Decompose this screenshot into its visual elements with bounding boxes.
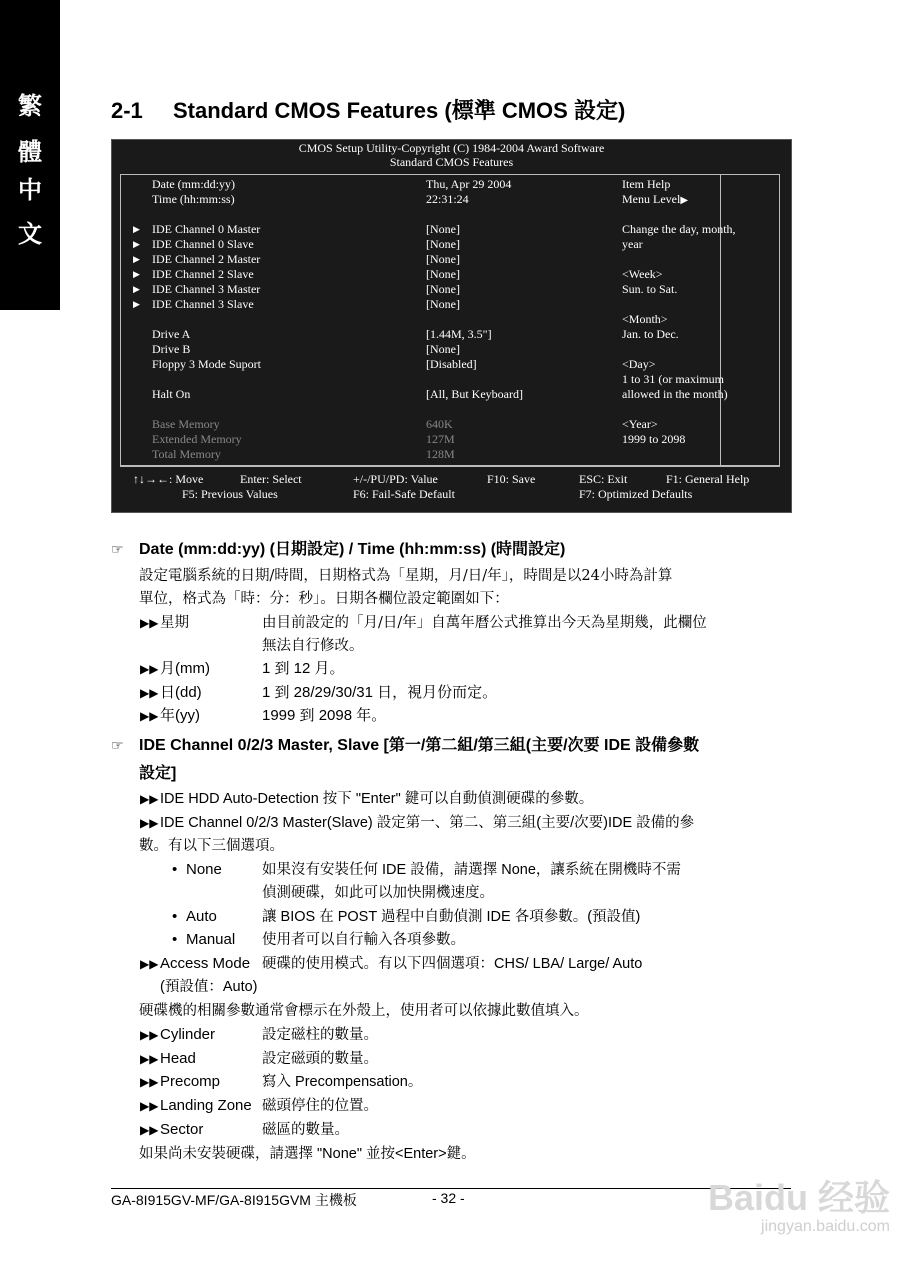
hand-pointer-icon: ☞ <box>111 737 124 753</box>
submenu-arrow-icon: ▶ <box>133 224 140 234</box>
help-text: <Day> <box>622 357 656 371</box>
item-label: 月(mm) <box>160 660 210 677</box>
section-number: 2-1 <box>111 98 143 123</box>
key-select: Enter: Select <box>240 472 302 486</box>
bios-row-value: 127M <box>426 432 455 446</box>
bios-row-value[interactable]: [None] <box>426 222 460 236</box>
param-text: 寫入 Precompensation。 <box>262 1074 423 1090</box>
baidu-watermark-logo: Baidu 经验 <box>707 1177 890 1218</box>
bios-row-label: Extended Memory <box>152 432 242 446</box>
double-arrow-icon: ▶▶ <box>140 1052 159 1066</box>
help-text: <Month> <box>622 312 668 326</box>
param-label: Landing Zone <box>160 1097 252 1114</box>
option-label: Auto <box>186 908 217 925</box>
param-label: Cylinder <box>160 1026 216 1043</box>
item-text: 無法自行修改。 <box>262 638 364 654</box>
bios-row-value[interactable]: [None] <box>426 267 460 281</box>
option-text: 使用者可以自行輸入各項參數。 <box>262 932 465 948</box>
menu-level-label: Menu Level <box>622 192 681 206</box>
help-text: 1999 to 2098 <box>622 432 686 446</box>
hand-pointer-icon: ☞ <box>111 541 124 557</box>
double-arrow-icon: ▶▶ <box>140 957 159 971</box>
menu-level-arrow-icon: ▶ <box>680 195 689 206</box>
submenu-arrow-icon: ▶ <box>133 254 140 264</box>
item-text: 1 到 12 月。 <box>262 660 345 677</box>
paragraph: 設定電腦系統的日期/時間，日期格式為「星期，月/日/年」，時間是以24小時為計算 <box>139 568 673 584</box>
bios-row-value[interactable]: 22:31:24 <box>426 192 469 206</box>
key-value: +/-/PU/PD: Value <box>353 472 438 486</box>
double-arrow-icon: ▶▶ <box>140 662 159 676</box>
item-label: Access Mode <box>160 955 251 972</box>
paragraph: 如果尚未安裝硬碟，請選擇 "None" 並按<Enter>鍵。 <box>139 1146 476 1162</box>
bios-row-value: 128M <box>426 447 455 461</box>
watermark-url: jingyan.baidu.com <box>761 1218 890 1235</box>
param-label: Head <box>160 1050 196 1067</box>
bios-row-label[interactable]: Floppy 3 Mode Suport <box>152 357 262 371</box>
submenu-arrow-icon: ▶ <box>133 299 140 309</box>
help-text: <Week> <box>622 267 663 281</box>
bios-row-label[interactable]: Date (mm:dd:yy) <box>152 177 235 191</box>
bios-row-label[interactable]: IDE Channel 3 Master <box>152 282 261 296</box>
bios-divider <box>720 174 721 466</box>
bios-row-label: Total Memory <box>152 447 221 461</box>
double-arrow-icon: ▶▶ <box>140 709 159 723</box>
bios-divider <box>120 466 780 467</box>
item-text: 由目前設定的「月/日/年」自萬年曆公式推算出今天為星期幾，此欄位 <box>262 615 707 631</box>
submenu-arrow-icon: ▶ <box>133 269 140 279</box>
side-tab-char: 中 <box>18 175 42 204</box>
paragraph: 硬碟機的相關參數通常會標示在外殼上，使用者可以依據此數值填入。 <box>139 1003 589 1019</box>
double-arrow-icon: ▶▶ <box>140 616 159 630</box>
bios-header-title: Standard CMOS Features <box>389 155 514 169</box>
bios-row-label: Base Memory <box>152 417 220 431</box>
bios-row-label[interactable]: Halt On <box>152 387 191 401</box>
bios-row-value[interactable]: [None] <box>426 252 460 266</box>
key-optimized-defaults: F7: Optimized Defaults <box>579 487 693 501</box>
item-label: 日(dd) <box>160 684 202 701</box>
side-tab-char: 體 <box>18 137 42 166</box>
item-text: 硬碟的使用模式。有以下四個選項：CHS/ LBA/ Large/ Auto <box>262 956 643 972</box>
item-text: 1 到 28/29/30/31 日，視月份而定。 <box>262 684 498 701</box>
bios-row-label[interactable]: Time (hh:mm:ss) <box>152 192 235 206</box>
double-arrow-icon: ▶▶ <box>140 686 159 700</box>
param-label: Sector <box>160 1121 204 1138</box>
bios-row-value[interactable]: Thu, Apr 29 2004 <box>426 177 512 191</box>
section-title <box>111 94 625 125</box>
submenu-arrow-icon: ▶ <box>133 284 140 294</box>
side-tab-char: 文 <box>18 219 42 248</box>
paragraph: 數。有以下三個選項。 <box>139 838 284 854</box>
section-title-text: Standard CMOS Features (標準 CMOS 設定) <box>173 98 626 123</box>
help-text: Jan. to Dec. <box>622 327 679 341</box>
date-time-heading: Date (mm:dd:yy) (日期設定) / Time (hh:mm:ss) (時間設定) <box>139 541 566 558</box>
option-label: None <box>186 861 222 878</box>
key-previous-values: F5: Previous Values <box>182 487 278 501</box>
option-text: 偵測硬碟，如此可以加快開機速度。 <box>262 885 494 901</box>
bullet: • <box>172 861 178 878</box>
bullet: • <box>172 931 178 948</box>
help-text: <Year> <box>622 417 658 431</box>
key-failsafe-default: F6: Fail-Safe Default <box>353 487 455 501</box>
param-text: 設定磁柱的數量。 <box>262 1027 378 1043</box>
item-label: 年(yy) <box>160 707 200 724</box>
option-text: 如果沒有安裝任何 IDE 設備，請選擇 None，讓系統在開機時不需 <box>262 862 681 878</box>
bios-row-label[interactable]: IDE Channel 0 Slave <box>152 237 254 251</box>
param-text: 設定磁頭的數量。 <box>262 1051 378 1067</box>
help-text: year <box>622 237 643 251</box>
paragraph: IDE HDD Auto-Detection 按下 "Enter" 鍵可以自動偵測硬碟的參數。 <box>160 791 594 807</box>
ide-channel-heading: IDE Channel 0/2/3 Master, Slave [第一/第二組/第三組(主要/次要 IDE 設備參數 <box>139 737 700 754</box>
key-general-help: F1: General Help <box>666 472 750 486</box>
param-text: 磁頭停住的位置。 <box>262 1098 378 1114</box>
bios-screen <box>111 139 792 513</box>
bios-header-copyright: CMOS Setup Utility-Copyright (C) 1984-2004 Award Software <box>298 141 605 155</box>
bios-row-label[interactable]: Drive B <box>152 342 191 356</box>
key-move: ↑↓→←: Move <box>133 472 204 486</box>
paragraph: IDE Channel 0/2/3 Master(Slave) 設定第一、第二、第三組(主要/次要)IDE 設備的參 <box>160 815 695 831</box>
help-text: Change the day, month, <box>622 222 736 236</box>
paragraph: 單位，格式為「時：分：秒」。日期各欄位設定範圍如下： <box>139 591 509 607</box>
footer-rule <box>111 1188 791 1189</box>
item-text: (預設值：Auto) <box>160 979 258 995</box>
key-exit: ESC: Exit <box>579 472 628 486</box>
param-label: Precomp <box>160 1073 221 1090</box>
help-text: allowed in the month) <box>622 387 728 401</box>
double-arrow-icon: ▶▶ <box>140 792 159 806</box>
item-help-title: Item Help <box>622 177 671 191</box>
help-text: 1 to 31 (or maximum <box>622 372 724 386</box>
param-text: 磁區的數量。 <box>262 1122 349 1138</box>
page-number: - 32 - <box>432 1190 465 1206</box>
bios-row-value[interactable]: [None] <box>426 282 460 296</box>
option-label: Manual <box>186 931 236 948</box>
bios-row-value[interactable]: [None] <box>426 297 460 311</box>
double-arrow-icon: ▶▶ <box>140 1123 159 1137</box>
item-label: 星期 <box>160 615 189 631</box>
bios-row-label[interactable]: Drive A <box>152 327 191 341</box>
key-save: F10: Save <box>487 472 536 486</box>
side-language-tab <box>0 0 60 310</box>
option-text: 讓 BIOS 在 POST 過程中自動偵測 IDE 各項參數。(預設值) <box>262 909 641 925</box>
bios-row-label[interactable]: IDE Channel 3 Slave <box>152 297 254 311</box>
bios-row-value[interactable]: [1.44M, 3.5"] <box>426 327 492 341</box>
double-arrow-icon: ▶▶ <box>140 1028 159 1042</box>
side-tab-char: 繁 <box>18 91 42 120</box>
submenu-arrow-icon: ▶ <box>133 239 140 249</box>
ide-channel-heading: 設定] <box>139 765 177 782</box>
bios-row-value: 640K <box>426 417 453 431</box>
double-arrow-icon: ▶▶ <box>140 1099 159 1113</box>
bullet: • <box>172 908 178 925</box>
double-arrow-icon: ▶▶ <box>140 816 159 830</box>
bios-row-value[interactable]: [All, But Keyboard] <box>426 387 523 401</box>
help-text: Sun. to Sat. <box>622 282 678 296</box>
footer-model: GA-8I915GV-MF/GA-8I915GVM 主機板 <box>111 1192 357 1208</box>
bios-row-label[interactable]: IDE Channel 2 Slave <box>152 267 254 281</box>
bios-row-label[interactable]: IDE Channel 0 Master <box>152 222 261 236</box>
bios-row-label[interactable]: IDE Channel 2 Master <box>152 252 261 266</box>
bios-row-value[interactable]: [None] <box>426 237 460 251</box>
menu-level <box>622 192 688 207</box>
item-text: 1999 到 2098 年。 <box>262 707 387 724</box>
bios-row-value[interactable]: [Disabled] <box>426 357 477 371</box>
bios-row-value[interactable]: [None] <box>426 342 460 356</box>
double-arrow-icon: ▶▶ <box>140 1075 159 1089</box>
